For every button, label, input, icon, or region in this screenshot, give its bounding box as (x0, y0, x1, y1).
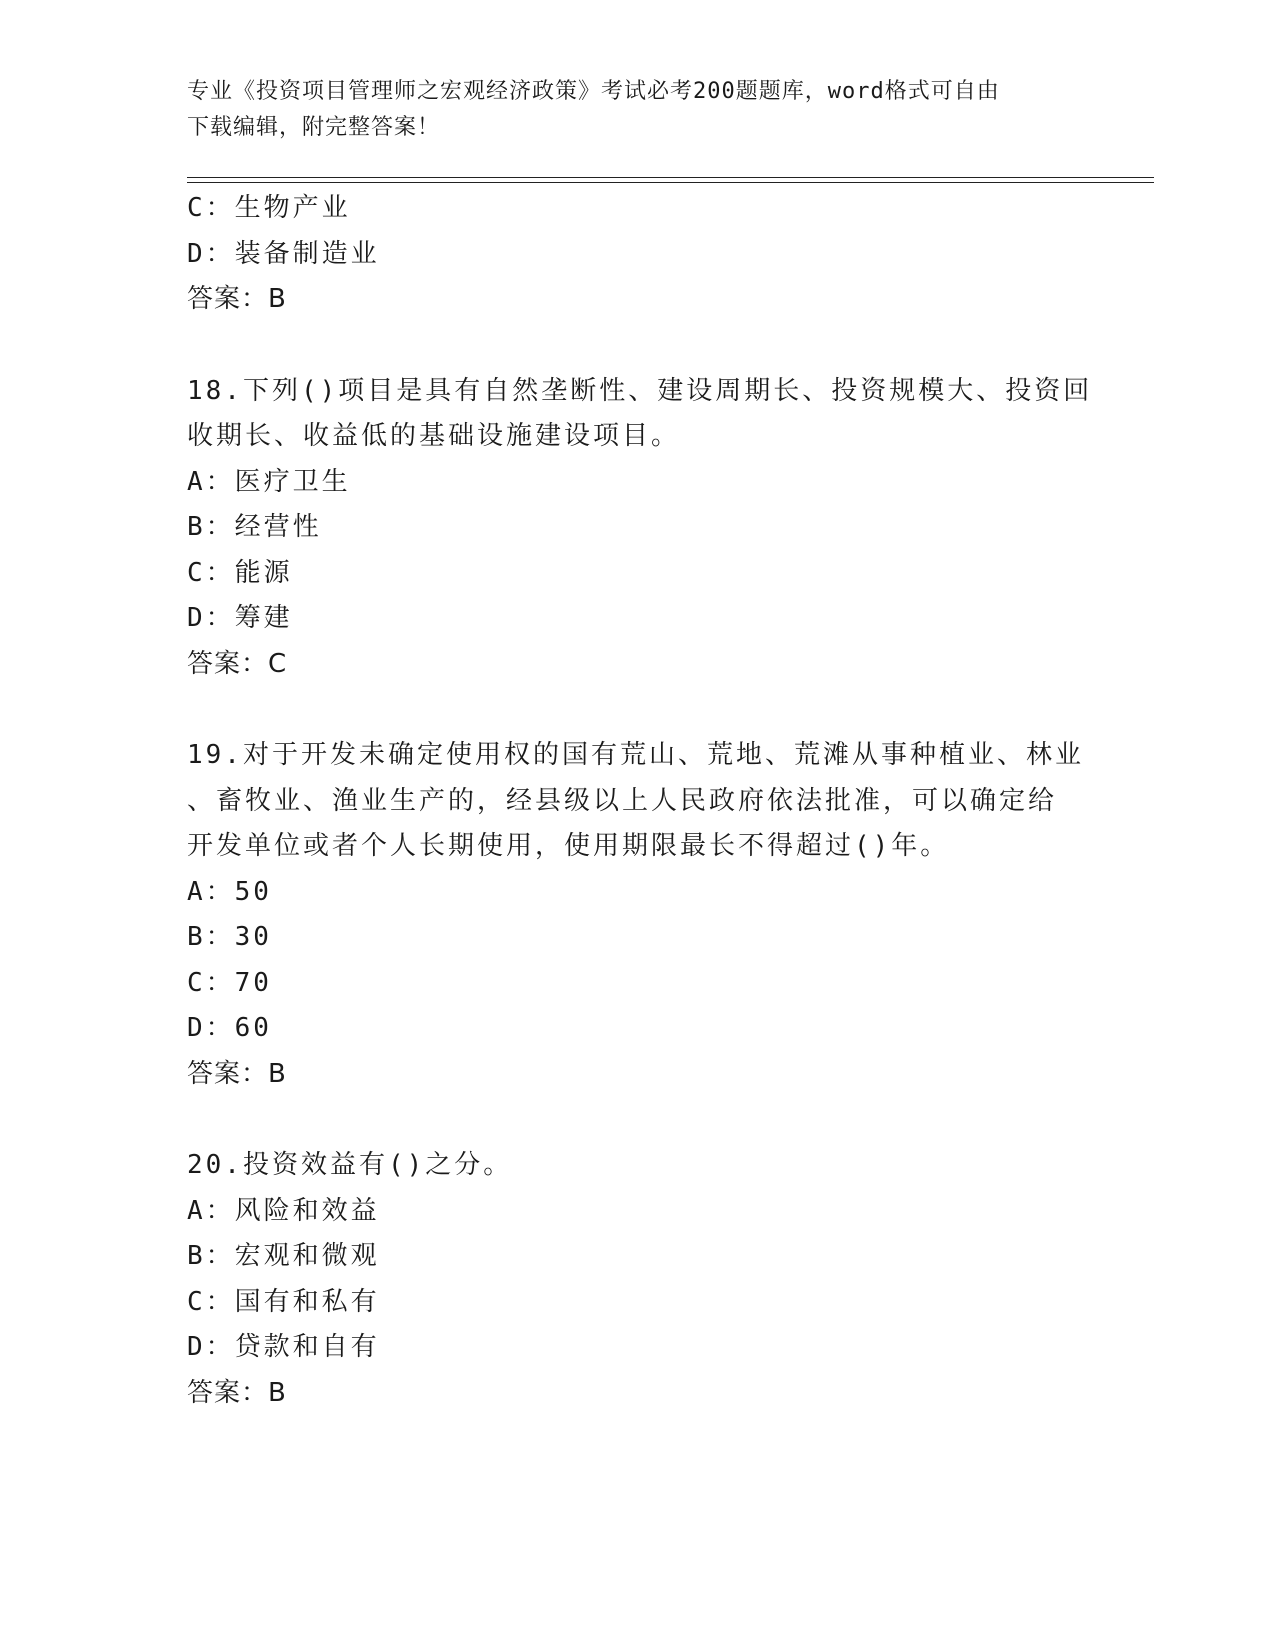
option-c: C：生物产业 (187, 193, 351, 223)
question-list (187, 186, 1093, 1416)
spacer (187, 1097, 1087, 1143)
option-c: C：国有和私有 (187, 1286, 380, 1317)
question-stem-line: 18.下列()项目是具有自然垄断性、建设周期长、投资规模大、投资回 (187, 375, 1093, 406)
question-19 (187, 733, 1087, 1097)
answer-line: 答案：B (187, 1058, 287, 1089)
option-b: B：经营性 (187, 512, 322, 542)
question-stem-line: 、畜牧业、渔业生产的，经县级以上人民政府依法批准，可以确定给 (187, 785, 1058, 816)
option-b: B：宏观和微观 (187, 1241, 380, 1271)
question-stem-line: 开发单位或者个人长期使用，使用期限最长不得超过()年。 (187, 831, 950, 861)
question-18 (187, 369, 1093, 688)
question-stem-line: 收期长、收益低的基础设施建设项目。 (187, 421, 681, 451)
question-17-tail (187, 186, 1087, 323)
option-a: A：50 (187, 876, 272, 907)
question-20 (187, 1143, 1087, 1416)
header-divider-bottom (187, 182, 1154, 183)
option-c: C：70 (187, 967, 272, 998)
option-d: D：60 (187, 1013, 272, 1043)
question-stem-line: 19.对于开发未确定使用权的国有荒山、荒地、荒滩从事种植业、林业 (187, 740, 1084, 770)
option-c: C：能源 (187, 557, 293, 588)
question-stem-line: 20.投资效益有()之分。 (187, 1150, 513, 1180)
option-d: D：筹建 (187, 603, 293, 633)
option-d: D：贷款和自有 (187, 1332, 380, 1362)
answer-line: 答案：C (187, 648, 288, 679)
option-d: D：装备制造业 (187, 238, 380, 269)
header-divider-top (187, 177, 1154, 178)
answer-line: 答案：B (187, 284, 287, 314)
option-b: B：30 (187, 922, 272, 952)
header-line-1: 专业《投资项目管理师之宏观经济政策》考试必考200题题库，word格式可自由 (187, 79, 1000, 104)
option-a: A：医疗卫生 (187, 466, 351, 497)
answer-line: 答案：B (187, 1377, 287, 1408)
spacer (187, 687, 1087, 733)
spacer (187, 323, 1087, 369)
document-header (187, 74, 1077, 146)
option-a: A：风险和效益 (187, 1195, 380, 1226)
header-line-2: 下载编辑，附完整答案！ (187, 115, 441, 140)
